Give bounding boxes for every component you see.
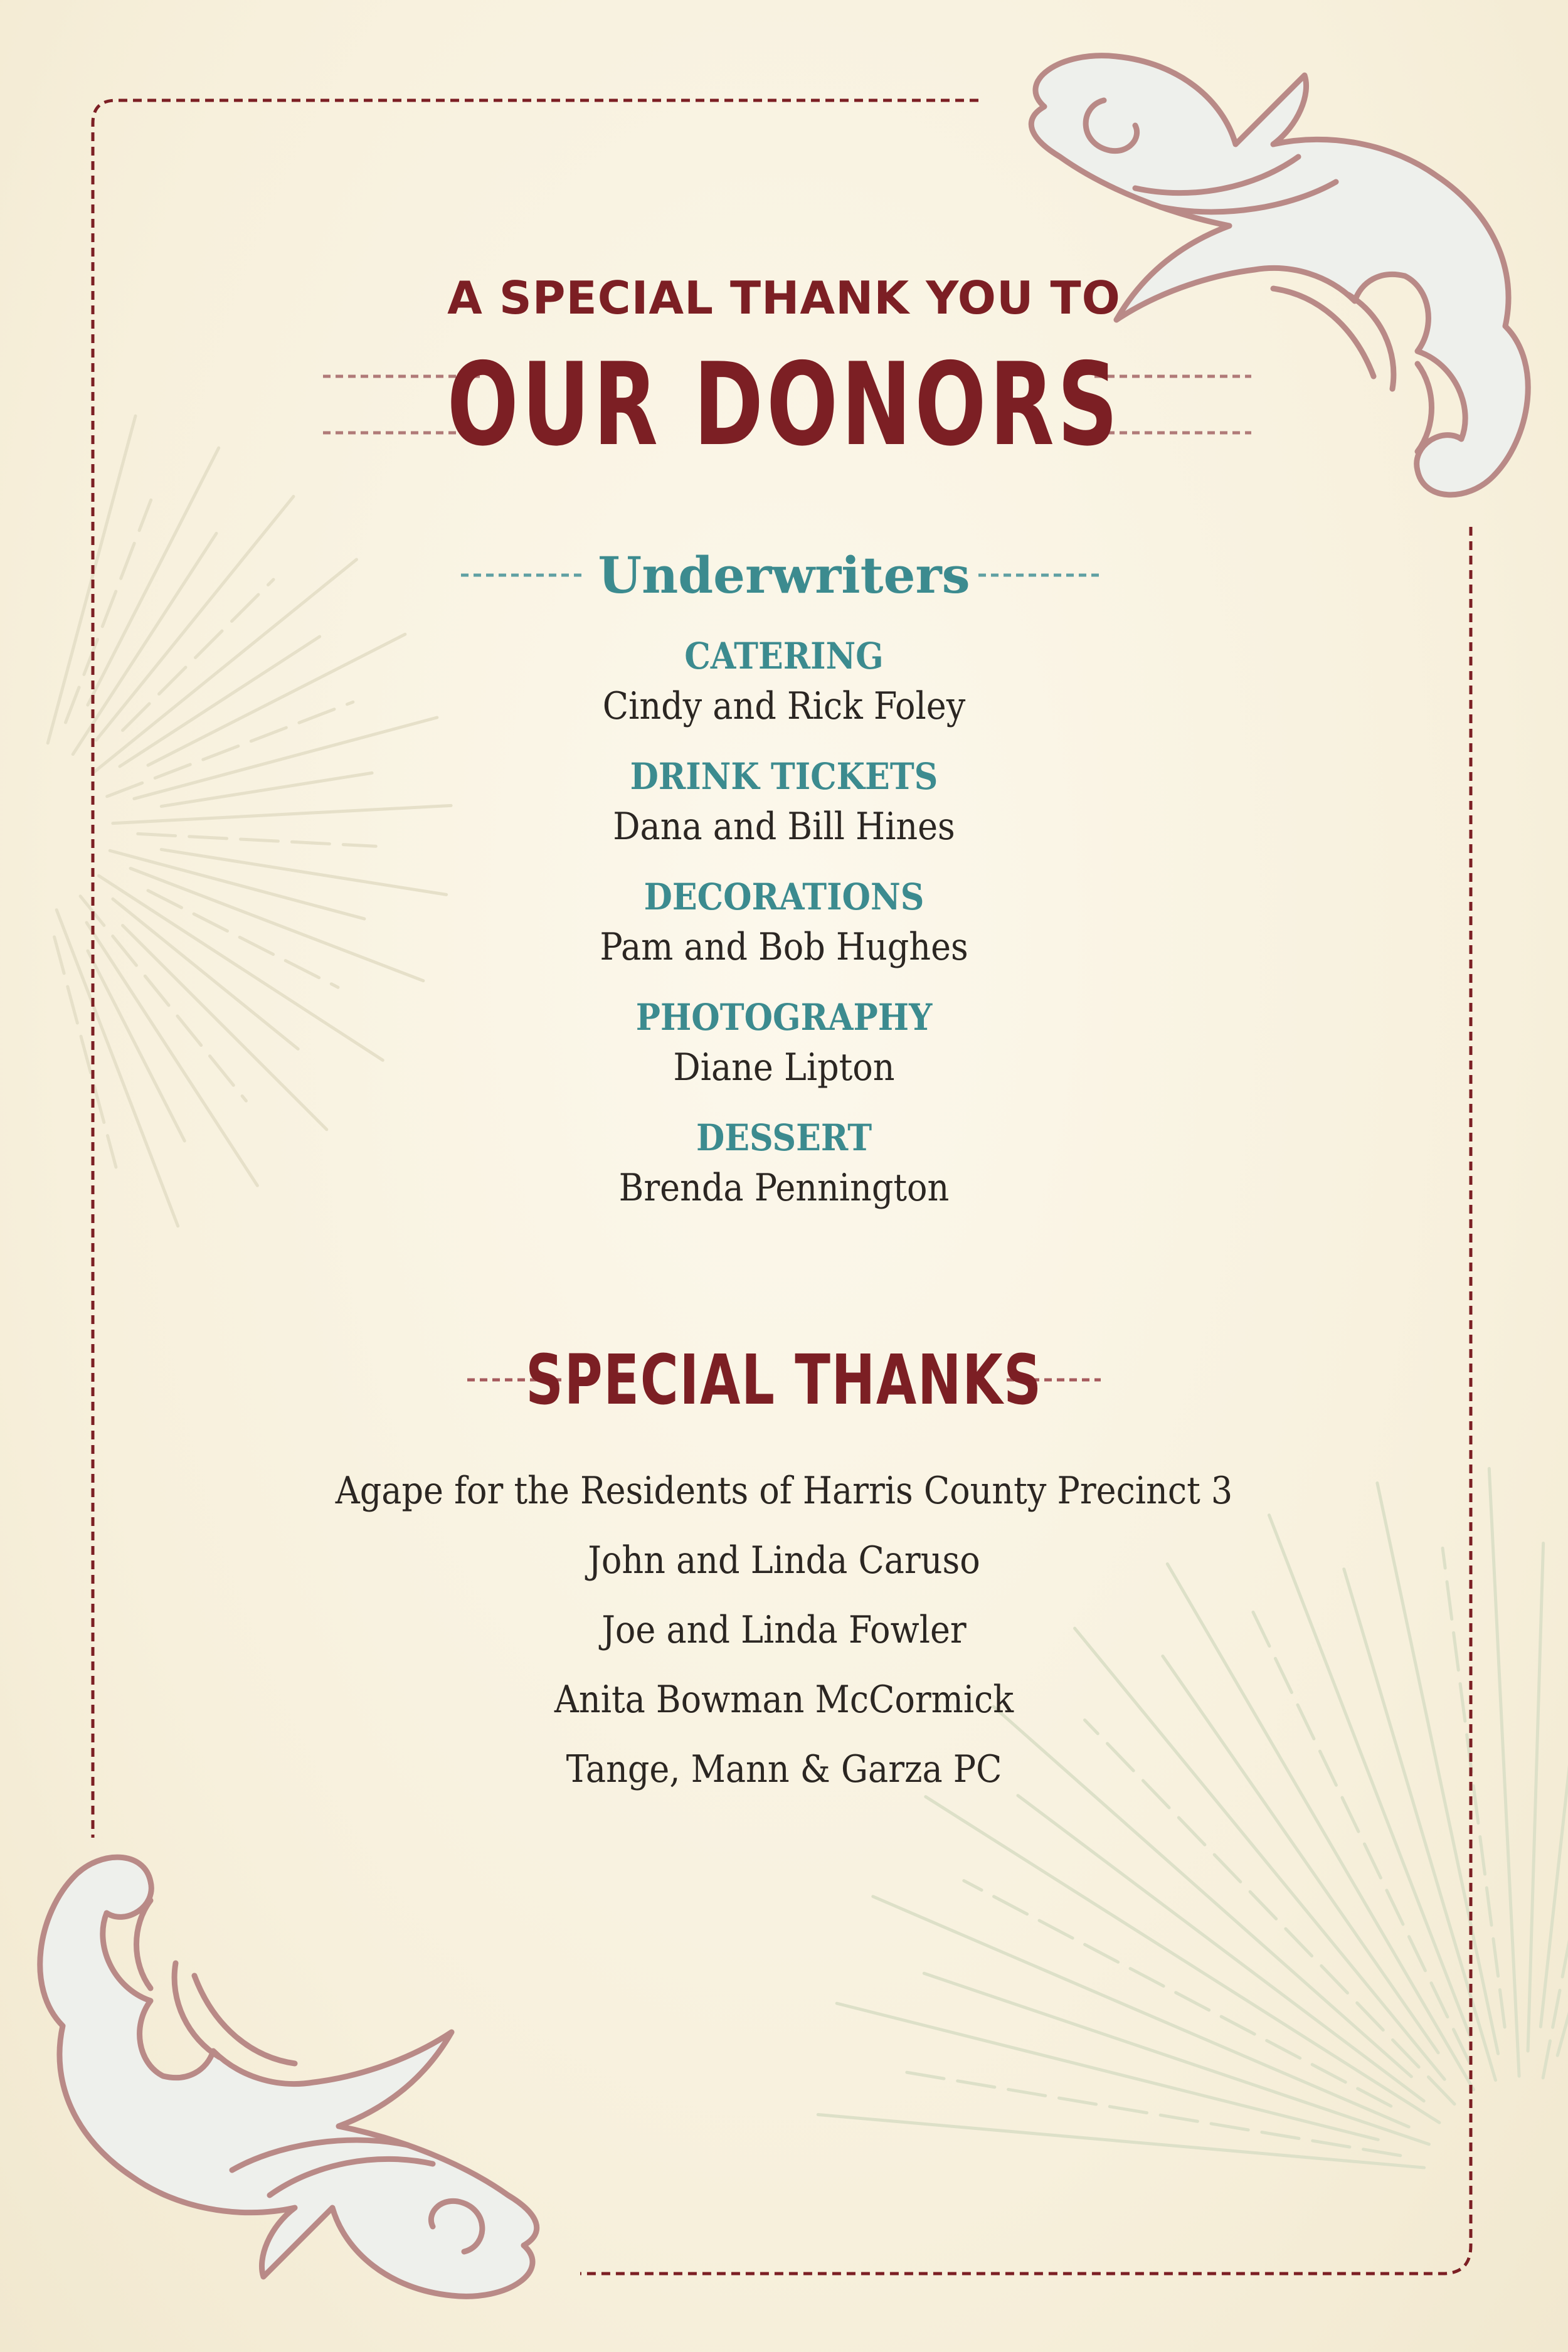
- donor-category: DRINK TICKETS: [630, 755, 938, 798]
- donor-name: Pam and Bob Hughes: [600, 925, 968, 969]
- thanks-item: Anita Bowman McCormick: [554, 1678, 1014, 1722]
- thanks-item: Agape for the Residents of Harris County Precinct 3: [335, 1469, 1233, 1513]
- donor-category: PHOTOGRAPHY: [635, 996, 933, 1039]
- underwriters-heading: Underwriters: [598, 546, 970, 605]
- header-kicker: A SPECIAL THANK YOU TO: [447, 272, 1121, 324]
- donor-name: Brenda Pennington: [618, 1166, 950, 1210]
- thanks-item: Joe and Linda Fowler: [601, 1608, 967, 1652]
- donor-category: DECORATIONS: [644, 876, 924, 918]
- thanks-item: John and Linda Caruso: [588, 1539, 980, 1582]
- donor-entry: [0, 631, 1568, 751]
- donor-entry: [0, 1113, 1568, 1233]
- donor-entry: [0, 992, 1568, 1113]
- special-thanks-heading: SPECIAL THANKS: [526, 1340, 1042, 1420]
- corner-flourish-bottom-left-icon: [40, 1857, 537, 2296]
- underwriters-list: [0, 631, 1568, 1233]
- donor-category: CATERING: [684, 635, 884, 677]
- donor-category: DESSERT: [696, 1116, 872, 1159]
- page-title: OUR DONORS: [447, 338, 1121, 471]
- donor-entry: [0, 872, 1568, 992]
- donor-name: Diane Lipton: [673, 1046, 895, 1089]
- thanks-item: Tange, Mann & Garza PC: [566, 1747, 1002, 1791]
- donor-name: Cindy and Rick Foley: [602, 684, 966, 728]
- donor-name: Dana and Bill Hines: [613, 805, 955, 849]
- special-thanks-list: [0, 1456, 1568, 1804]
- donor-entry: [0, 751, 1568, 872]
